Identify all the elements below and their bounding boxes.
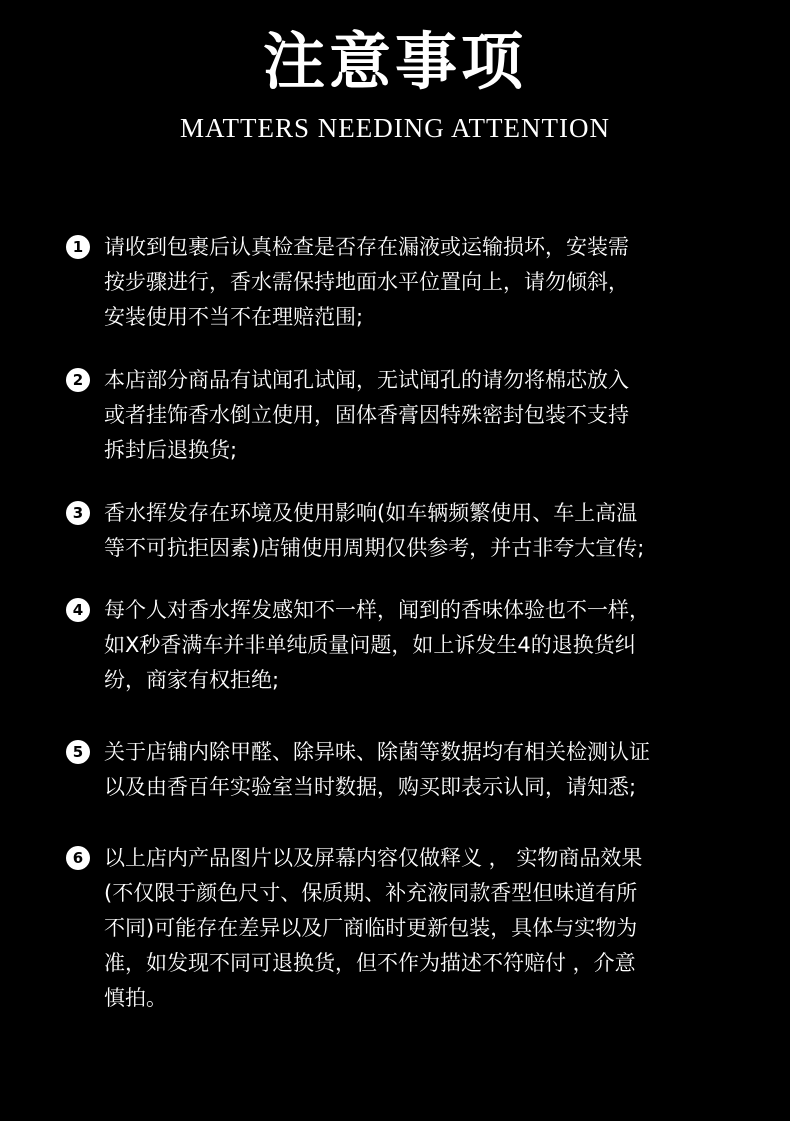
notice-text: 以上店内产品图片以及屏幕内容仅做释义 ， 实物商品效果 (不仅限于颜色尺寸、保质期、补充液同款香型但味道有所 不同)可能存在差异以及厂商临时更新包装，具体与实物为 准，如发现不同可退换货，但不作为描述不符赔付 ，介意 慎拍。 [104,846,643,1010]
number-badge: 2 [66,368,90,392]
notice-text: 每个人对香水挥发感知不一样，闻到的香味体验也不一样， 如X秒香满车并非单纯质量问题，如上诉发生4的退换货纠 纷，商家有权拒绝; [104,598,650,692]
number-badge: 1 [66,235,90,259]
notice-text: 请收到包裹后认真检查是否存在漏液或运输损坏，安装需 按步骤进行，香水需保持地面水平位置向上，请勿倾斜， 安装使用不当不在理赔范围; [104,235,629,329]
notice-text: 香水挥发存在环境及使用影响(如车辆频繁使用、车上高温 等不可抗拒因素)店铺使用周期仅供参考，并古非夸大宣传; [104,501,645,560]
page-subtitle: MATTERS NEEDING ATTENTION [180,113,610,143]
page-title: 注意事项 [262,25,527,98]
notice-text: 关于店铺内除甲醛、除异味、除菌等数据均有相关检测认证 以及由香百年实验室当时数据，购买即表示认同，请知悉; [104,740,650,799]
number-badge: 5 [66,740,90,764]
number-badge: 3 [66,501,90,525]
number-badge: 6 [66,846,90,870]
number-badge: 4 [66,598,90,622]
notice-text: 本店部分商品有试闻孔试闻，无试闻孔的请勿将棉芯放入 或者挂饰香水倒立使用，固体香膏因特殊密封包装不支持 拆封后退换货; [104,368,629,462]
